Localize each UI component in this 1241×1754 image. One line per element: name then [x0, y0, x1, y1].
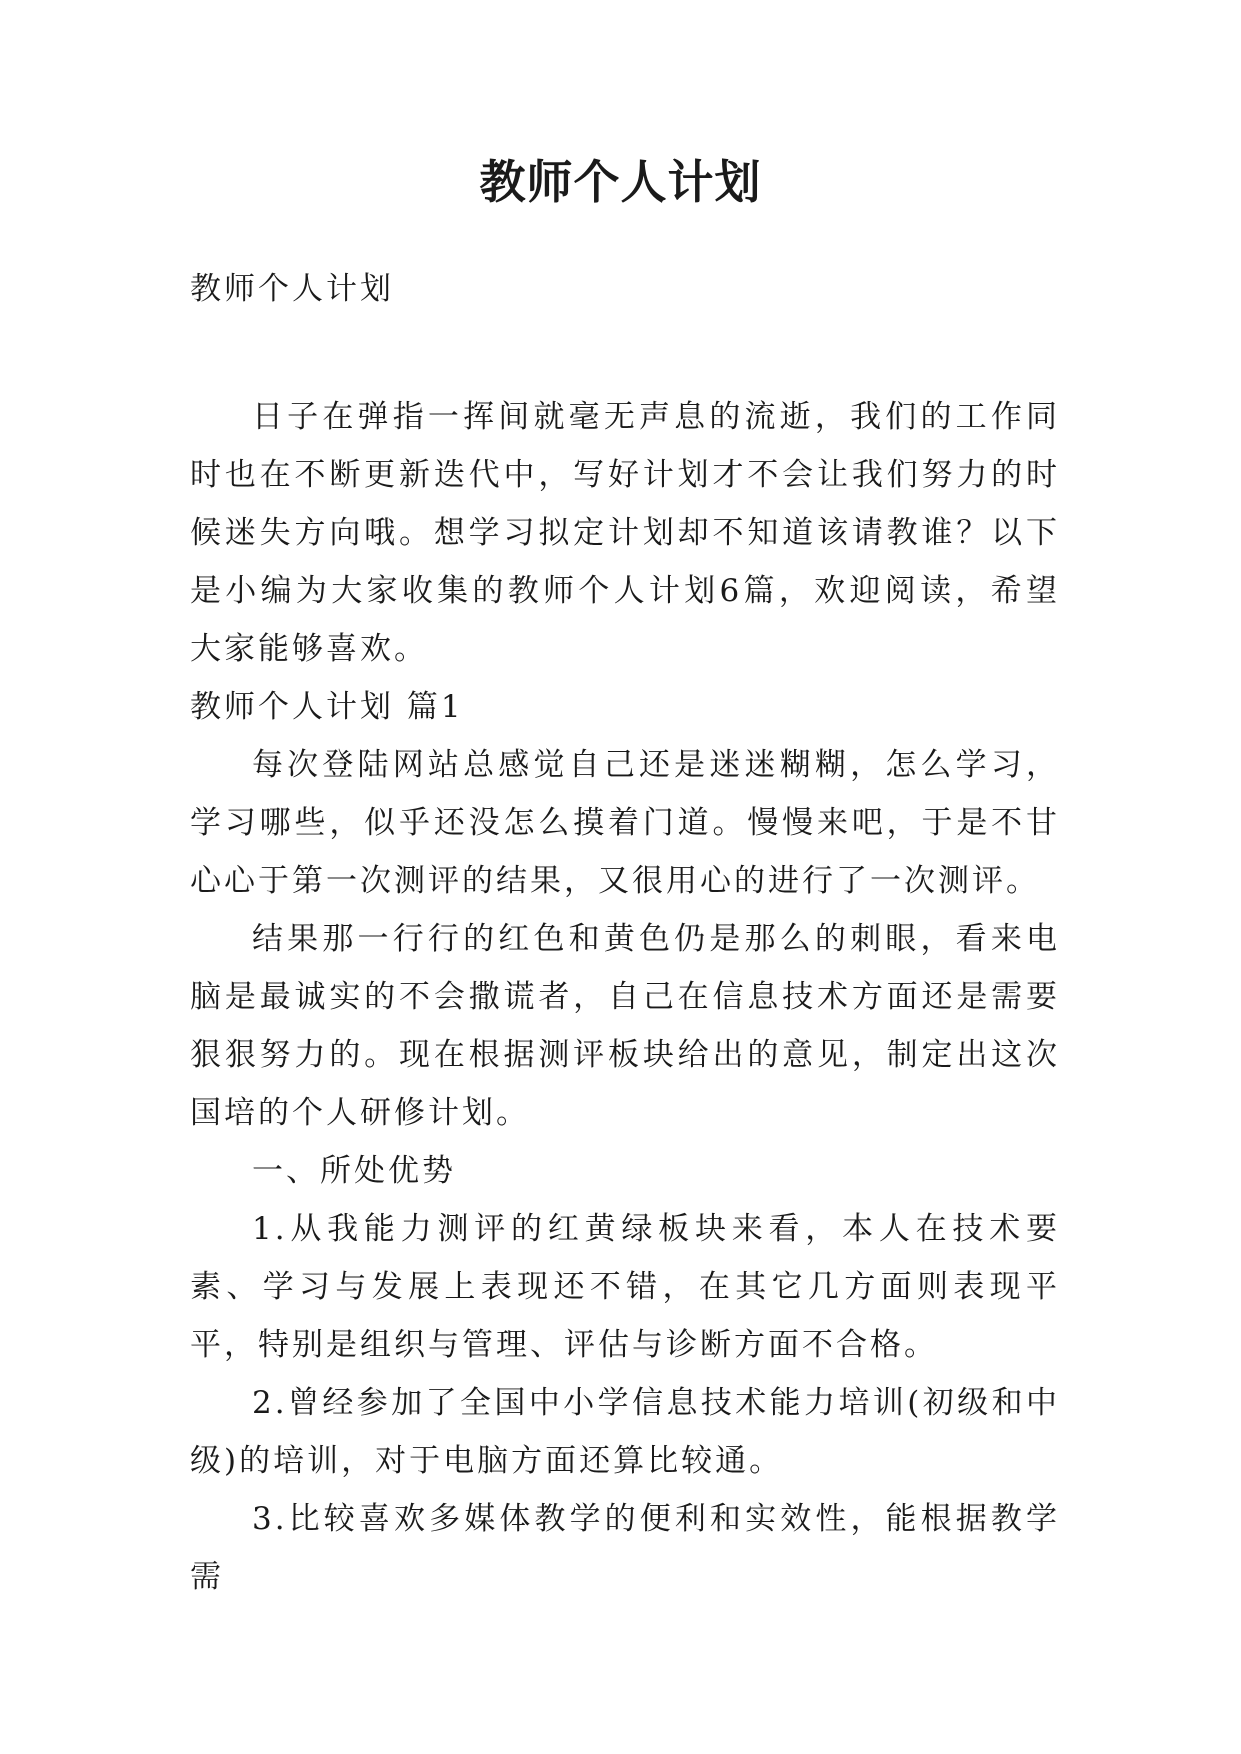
section-heading-advantages: 一、所处优势 — [252, 1153, 456, 1189]
document-title: 教师个人计划 — [479, 155, 762, 209]
document-body — [190, 260, 1060, 1606]
list-item: 3.比较喜欢多媒体教学的便利和实效性，能根据教学需 — [190, 1501, 1060, 1595]
spacer — [190, 318, 1060, 388]
paragraph: 每次登陆网站总感觉自己还是迷迷糊糊，怎么学习，学习哪些，似乎还没怎么摸着门道。慢慢来吧，于是不甘心心于第一次测评的结果，又很用心的进行了一次测评。 — [190, 747, 1060, 899]
list-item: 1.从我能力测评的红黄绿板块来看，本人在技术要素、学习与发展上表现还不错，在其它几方面则表现平平，特别是组织与管理、评估与诊断方面不合格。 — [190, 1211, 1060, 1363]
list-item: 2.曾经参加了全国中小学信息技术能力培训(初级和中级)的培训，对于电脑方面还算比较通。 — [190, 1385, 1060, 1479]
intro-paragraph: 日子在弹指一挥间就毫无声息的流逝，我们的工作同时也在不断更新迭代中，写好计划才不会让我们努力的时候迷失方向哦。想学习拟定计划却不知道该请教谁？以下是小编为大家收集的教师个人计划6篇，欢迎阅读，希望大家能够喜欢。 — [190, 399, 1060, 667]
section-heading-part-1: 教师个人计划 篇1 — [190, 689, 464, 725]
document-subtitle: 教师个人计划 — [190, 271, 394, 307]
paragraph: 结果那一行行的红色和黄色仍是那么的刺眼，看来电脑是最诚实的不会撒谎者，自己在信息技术方面还是需要狠狠努力的。现在根据测评板块给出的意见，制定出这次国培的个人研修计划。 — [190, 921, 1060, 1131]
